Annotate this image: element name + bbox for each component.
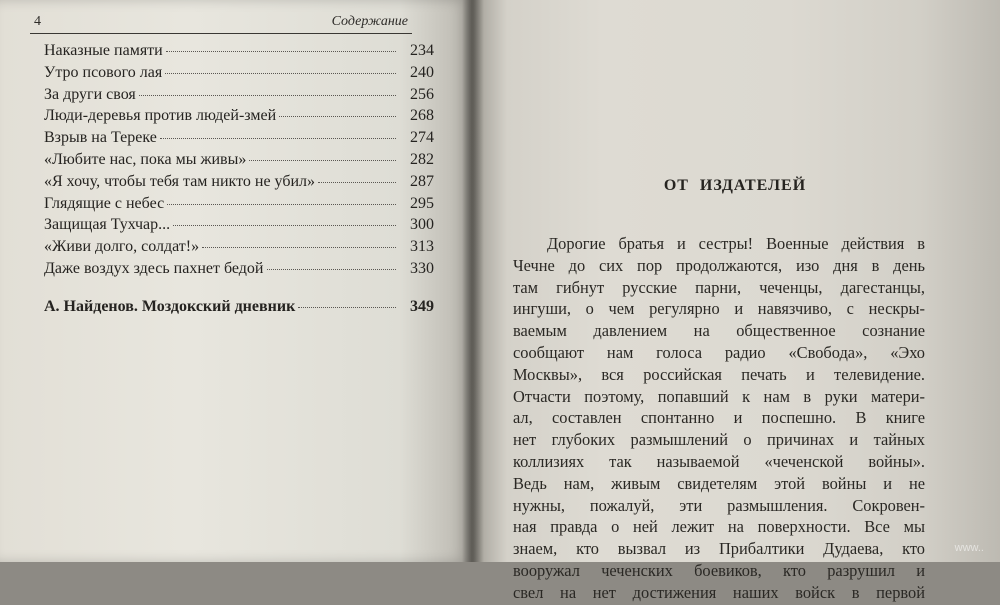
toc-entry-title: Утро псового лая xyxy=(44,63,163,81)
dot-leader xyxy=(279,116,396,117)
toc-entry-title: Взрыв на Тереке xyxy=(44,129,157,147)
toc-entry-title: «Я хочу, чтобы тебя там никто не убил» xyxy=(44,172,316,190)
toc-entry-title: Люди-деревья против людей-змей xyxy=(44,107,277,125)
toc-entry-page: 234 xyxy=(410,42,434,59)
toc-entry-page: 282 xyxy=(410,150,434,168)
toc-entry-title: «Живи долго, солдат!» xyxy=(44,238,200,256)
toc-entry-title: «Любите нас, пока мы живы» xyxy=(44,150,247,168)
left-page xyxy=(0,0,470,562)
text-line: знаем, кто вызвал из Прибалтики Дудаева, кто xyxy=(513,539,925,559)
toc-entry-title: Глядящие с небес xyxy=(44,194,165,212)
toc-entry-title: А. Найденов. Моздокский дневник xyxy=(44,297,296,315)
text-line: Дорогие братья и сестры! Военные действия в xyxy=(547,234,925,253)
toc-entry xyxy=(44,238,434,260)
text-line: нет глубоких размышлений о причинах и тайных xyxy=(513,430,925,450)
text-line: коллизиях так называемой «чеченской войны». xyxy=(513,451,925,471)
dot-leader xyxy=(298,307,396,308)
toc-entry xyxy=(44,129,434,151)
toc-entry-title: За други своя xyxy=(44,85,136,103)
running-head: Содержание xyxy=(331,14,408,29)
toc-entry-page: 295 xyxy=(410,194,434,212)
toc-entry-page: 349 xyxy=(410,297,434,315)
toc-entry-title: Даже воздух здесь пахнет бедой xyxy=(44,259,264,277)
toc-entry xyxy=(44,260,434,282)
dot-leader xyxy=(165,73,396,74)
toc-entry xyxy=(44,216,434,238)
toc-entry-page: 268 xyxy=(410,107,434,125)
right-page xyxy=(470,0,1000,602)
toc-entry xyxy=(44,86,434,108)
watermark: www.. xyxy=(954,542,984,554)
text-line: ваемым давлением на общественное сознание xyxy=(513,321,925,341)
section-heading: ОТ ИЗДАТЕЛЕЙ xyxy=(663,177,807,194)
text-line: ал, составлен спонтанно и поспешно. В книге xyxy=(513,408,925,428)
toc-entry-page: 274 xyxy=(410,129,434,147)
body-text xyxy=(513,234,925,605)
dot-leader xyxy=(139,95,396,96)
page-number: 4 xyxy=(34,14,41,29)
text-line: Отчасти поэтому, попавший к нам в руки матери- xyxy=(513,386,925,406)
toc-entry-page: 256 xyxy=(410,85,434,103)
text-line: вооружал чеченских боевиков, кто разрушил и xyxy=(513,560,925,580)
toc-entry-page: 287 xyxy=(410,172,434,190)
dot-leader xyxy=(160,138,396,139)
toc-entry xyxy=(44,195,434,217)
toc-entry xyxy=(44,64,434,86)
text-line: ингуши, о чем регулярно и навязчиво, с нескры- xyxy=(513,299,925,319)
dot-leader xyxy=(318,182,396,183)
toc-entry-title: Защищая Тухчар... xyxy=(44,216,171,234)
text-line: ная правда о ней лежит на поверхности. Все мы xyxy=(513,517,925,537)
dot-leader xyxy=(249,160,396,161)
toc-entry xyxy=(44,107,434,129)
header-rule xyxy=(30,33,412,34)
dot-leader xyxy=(167,204,396,205)
toc-entry-page: 300 xyxy=(410,216,434,234)
text-line: свел на нет достижения наших войск в первой xyxy=(513,582,925,602)
toc-entry xyxy=(44,42,434,64)
table-of-contents xyxy=(44,42,434,320)
toc-entry-bold xyxy=(44,298,434,320)
text-line: нужны, пожалуй, эти размышления. Сокровен- xyxy=(513,495,925,515)
text-line: Чечне до сих пор продолжаются, изо дня в день xyxy=(513,255,925,275)
toc-entry xyxy=(44,173,434,195)
dot-leader xyxy=(166,51,396,52)
toc-entry-page: 330 xyxy=(410,259,434,277)
text-line: Ведь нам, живым свидетелям этой войны и не xyxy=(513,473,925,493)
text-line: там гибнут русские парни, чеченцы, дагестанцы, xyxy=(513,277,925,297)
toc-entry-page: 240 xyxy=(410,63,434,81)
dot-leader xyxy=(267,269,397,270)
toc-entry-page: 313 xyxy=(410,238,434,256)
toc-entry xyxy=(44,151,434,173)
toc-entry-title: Наказные памяти xyxy=(44,42,163,59)
dot-leader xyxy=(202,247,396,248)
dot-leader xyxy=(173,225,396,226)
text-line: Москвы», вся российская печать и телевидение. xyxy=(513,364,925,384)
book-gutter xyxy=(462,0,484,562)
text-line: сообщают нам голоса радио «Свобода», «Эхо xyxy=(513,342,925,362)
